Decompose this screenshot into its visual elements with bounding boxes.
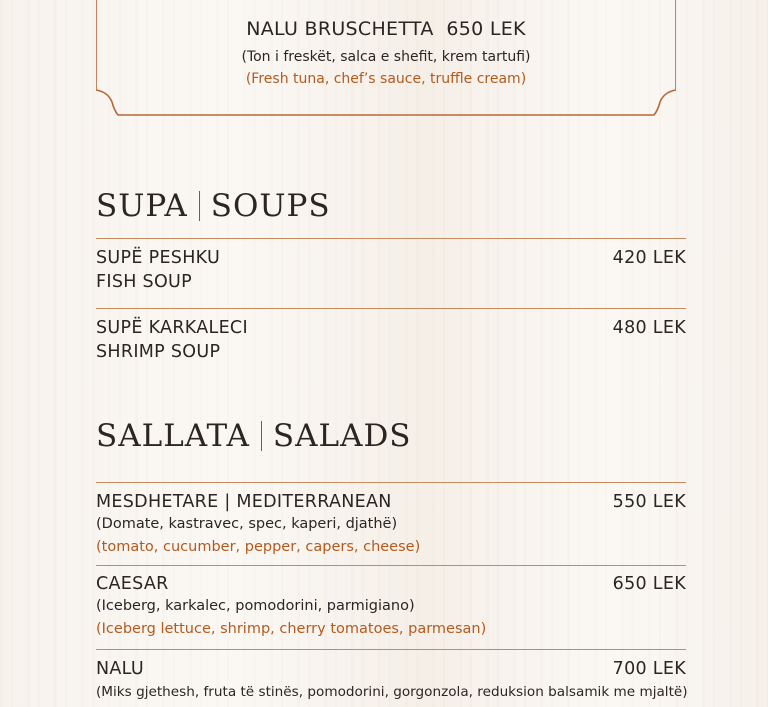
menu-item-price: 550 LEK (612, 492, 686, 512)
menu-item-name-english: SHRIMP SOUP (96, 342, 221, 362)
menu-item-price: 700 LEK (612, 659, 686, 679)
featured-item-title: NALU BRUSCHETTA 650 LEK (246, 18, 526, 40)
menu-item-description-english: (Iceberg lettuce, shrimp, cherry tomatoes, parmesan) (96, 621, 487, 637)
section-heading-english: SOUPS (210, 188, 331, 224)
section-heading-salads (96, 418, 412, 454)
menu-item-name: MESDHETARE | MEDITERRANEAN (96, 492, 392, 512)
menu-item-price: 420 LEK (612, 248, 686, 268)
menu-item-description: (Domate, kastravec, spec, kaperi, djathë) (96, 516, 398, 532)
featured-item-description: (Ton i freskët, salca e shefit, krem tartufi) (241, 49, 531, 65)
divider-line (96, 565, 686, 566)
section-heading-english: SALADS (272, 418, 412, 454)
menu-item-name-english: FISH SOUP (96, 272, 193, 292)
menu-item-description-english: (tomato, cucumber, pepper, capers, cheese) (96, 539, 421, 555)
heading-separator (261, 421, 262, 451)
menu-item-name: SUPË KARKALECI (96, 318, 248, 338)
divider-line (96, 308, 686, 309)
menu-item-description: (Miks gjethesh, fruta të stinës, pomodorini, gorgonzola, reduksion balsamik me mjaltë) (96, 684, 688, 700)
section-heading-soups (96, 188, 331, 224)
menu-item-name: NALU (96, 659, 144, 679)
menu-item-price: 650 LEK (612, 574, 686, 594)
divider-line (96, 482, 686, 483)
menu-item-name: SUPË PESHKU (96, 248, 221, 268)
divider-line (96, 238, 686, 239)
menu-item-name: CAESAR (96, 574, 169, 594)
menu-item-description: (Iceberg, karkalec, pomodorini, parmigiano) (96, 598, 415, 614)
menu-item-price: 480 LEK (612, 318, 686, 338)
section-heading-albanian: SALLATA (96, 418, 250, 454)
featured-item-frame (96, 0, 676, 116)
section-heading-albanian: SUPA (96, 188, 188, 224)
divider-line (96, 649, 686, 650)
featured-item-description-english: (Fresh tuna, chef’s sauce, truffle cream) (245, 71, 527, 87)
heading-separator (199, 191, 200, 221)
